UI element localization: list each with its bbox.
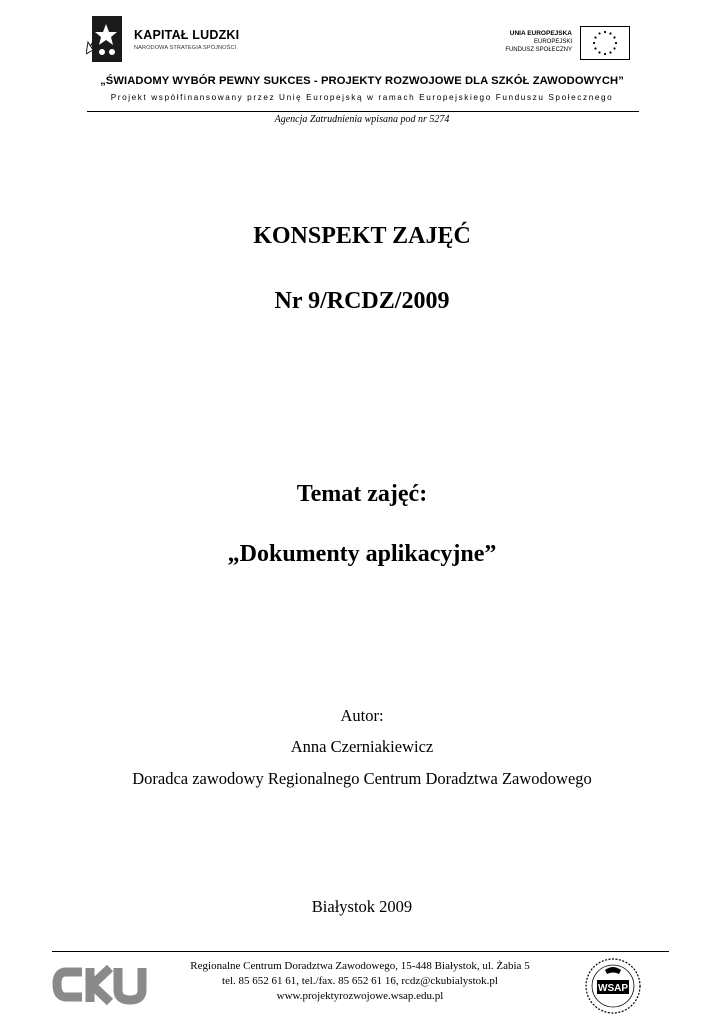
author-label: Autor: [340,706,384,725]
eu-fund-line2: FUNDUSZ SPOŁECZNY [505,47,572,53]
header-divider [87,111,639,112]
document-title: KONSPEKT ZAJĘĆ [253,223,471,249]
agency-note: Agencja Zatrudnienia wpisana pod nr 5274 [274,114,450,125]
footer-address [150,959,570,1004]
eu-fund-line1: EUROPEJSKI [533,39,572,45]
footer-divider [52,951,669,952]
topic-title: „Dokumenty aplikacyjne” [227,541,497,567]
eu-title: UNIA EUROPEJSKA [509,30,572,37]
kapital-ludzki-logo [86,16,126,62]
eu-label [452,30,572,54]
footer-line-address: Regionalne Centrum Doradztwa Zawodowego, 15-448 Białystok, ul. Żabia 5 [190,960,530,972]
topic-label: Temat zajęć: [296,481,428,507]
project-subtitle: Projekt współfinansowany przez Unię Europejską w ramach Europejskiego Funduszu Społecznego [110,93,614,102]
footer-line-contact: tel. 85 652 61 61, tel./fax. 85 652 61 16, rcdz@ckubialystok.pl [222,975,498,987]
cku-logo [52,964,152,1006]
place-year: Białystok 2009 [311,897,413,916]
kapital-ludzki-subtitle: NARODOWA STRATEGIA SPÓJNOŚCI [134,45,237,51]
eu-flag-icon [580,26,630,60]
kapital-ludzki-title: KAPITAŁ LUDZKI [134,28,240,42]
svg-text:WSAP: WSAP [598,983,628,994]
wsap-logo [583,956,643,1016]
document-number: Nr 9/RCDZ/2009 [274,288,450,314]
author-name: Anna Czerniakiewicz [290,737,434,756]
footer-line-website[interactable]: www.projektyrozwojowe.wsap.edu.pl [276,990,444,1002]
project-title: „ŚWIADOMY WYBÓR PEWNY SUKCES - PROJEKTY ROZWOJOWE DLA SZKÓŁ ZAWODOWYCH” [100,75,624,87]
author-role: Doradca zawodowy Regionalnego Centrum Doradztwa Zawodowego [132,769,592,788]
